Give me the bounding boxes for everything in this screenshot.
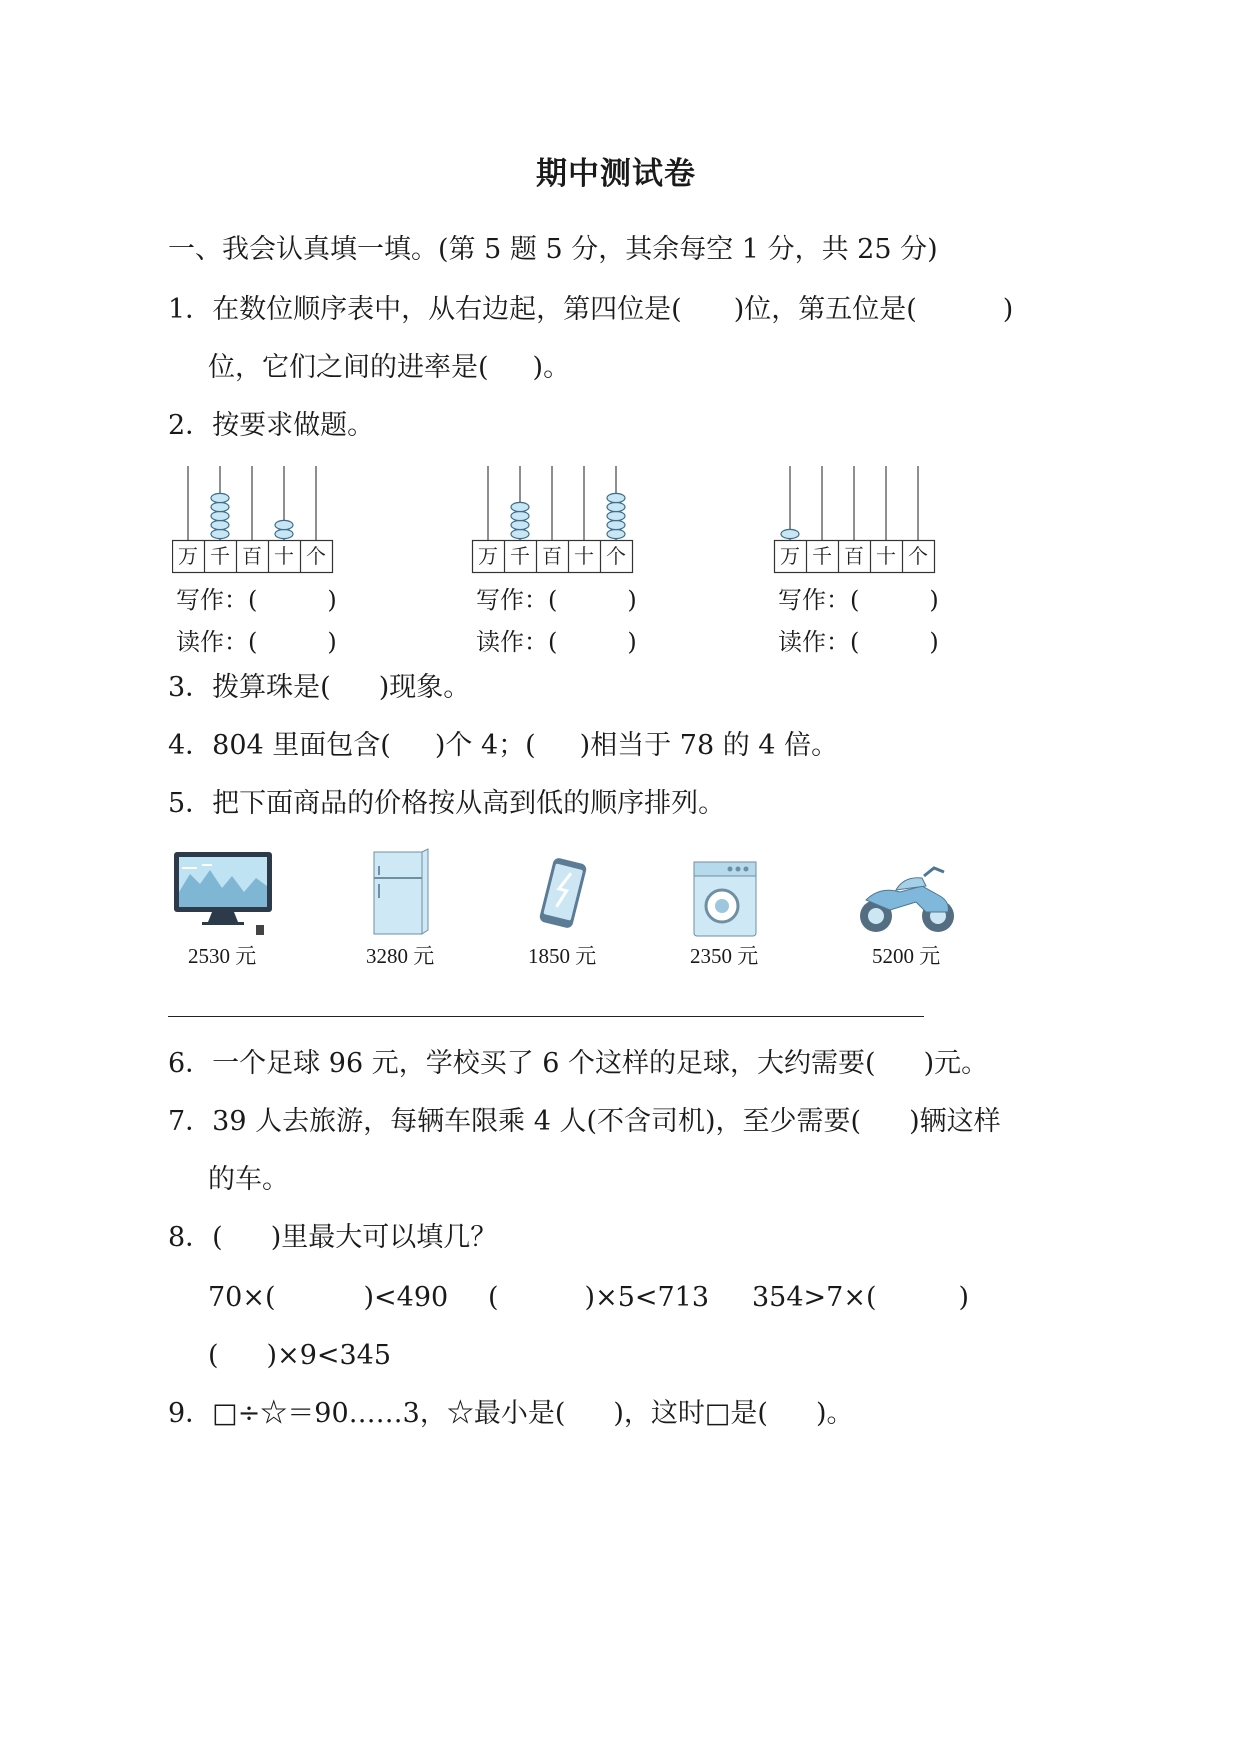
place-label: 百 bbox=[844, 544, 864, 568]
question-7-line-1: 7．39 人去旅游，每辆车限乘 4 人(不含司机)，至少需要( )辆这样 bbox=[168, 1106, 1001, 1137]
abacus-bead bbox=[211, 502, 229, 511]
question-4: 4．804 里面包含( )个 4；( )相当于 78 的 4 倍。 bbox=[168, 730, 839, 761]
answer-line[interactable] bbox=[168, 1016, 924, 1017]
place-label: 个 bbox=[908, 544, 928, 568]
place-label: 千 bbox=[812, 544, 832, 568]
read-label-3: 读作：( ) bbox=[778, 628, 939, 656]
abacus-bead bbox=[511, 502, 529, 511]
price-motorcycle: 5200 元 bbox=[872, 944, 941, 968]
place-label: 万 bbox=[178, 544, 198, 568]
abacus-bead bbox=[211, 511, 229, 520]
abacus-bead bbox=[211, 529, 229, 538]
question-8-label: 8．( )里最大可以填几？ bbox=[168, 1222, 498, 1253]
place-label: 万 bbox=[478, 544, 498, 568]
place-label: 十 bbox=[574, 544, 594, 568]
abacus-bead bbox=[607, 520, 625, 529]
place-label: 十 bbox=[876, 544, 896, 568]
read-label-1: 读作：( ) bbox=[176, 628, 337, 656]
question-1-line-2: 位，它们之间的进率是( )。 bbox=[208, 352, 571, 383]
write-label-2: 写作：( ) bbox=[476, 586, 637, 614]
expression-2: ( )×5<713 bbox=[488, 1282, 710, 1313]
abacus-bead bbox=[511, 520, 529, 529]
page-title: 期中测试卷 bbox=[536, 156, 696, 192]
place-label: 千 bbox=[510, 544, 530, 568]
abacus-bead bbox=[275, 529, 293, 538]
abacus-bead bbox=[607, 502, 625, 511]
motorcycle-icon bbox=[856, 862, 958, 942]
abacus-bead bbox=[275, 520, 293, 529]
abacus-bead bbox=[607, 493, 625, 502]
read-label-2: 读作：( ) bbox=[476, 628, 637, 656]
question-3: 3．拨算珠是( )现象。 bbox=[168, 672, 471, 703]
place-label: 十 bbox=[274, 544, 294, 568]
abacus-bead bbox=[511, 529, 529, 538]
price-phone: 1850 元 bbox=[528, 944, 597, 968]
question-5-label: 5．把下面商品的价格按从高到低的顺序排列。 bbox=[168, 788, 726, 819]
place-label: 百 bbox=[542, 544, 562, 568]
phone-icon bbox=[536, 856, 590, 934]
abacus-bead bbox=[211, 520, 229, 529]
place-label: 千 bbox=[210, 544, 230, 568]
question-2-label: 2．按要求做题。 bbox=[168, 410, 375, 441]
abacus-bead bbox=[607, 529, 625, 538]
write-label-1: 写作：( ) bbox=[176, 586, 337, 614]
washing-machine-icon bbox=[692, 860, 762, 944]
expression-4: ( )×9<345 bbox=[208, 1340, 392, 1371]
expression-3: 354>7×( ) bbox=[752, 1282, 970, 1313]
abacus-bead bbox=[211, 493, 229, 502]
place-label: 个 bbox=[606, 544, 626, 568]
place-label: 百 bbox=[242, 544, 262, 568]
section-header: 一、我会认真填一填。(第 5 题 5 分，其余每空 1 分，共 25 分) bbox=[168, 234, 938, 265]
question-1-line-1: 1．在数位顺序表中，从右边起，第四位是( )位，第五位是( ) bbox=[168, 294, 1014, 325]
expression-1: 70×( )<490 bbox=[208, 1282, 449, 1313]
question-9: 9．□÷☆＝90……3，☆最小是( )，这时□是( )。 bbox=[168, 1398, 854, 1429]
abacus-bead bbox=[511, 511, 529, 520]
place-label: 万 bbox=[780, 544, 800, 568]
abacus-bead bbox=[781, 529, 799, 538]
price-washing-machine: 2350 元 bbox=[690, 944, 759, 968]
price-tv: 2530 元 bbox=[188, 944, 257, 968]
place-label: 个 bbox=[306, 544, 326, 568]
tv-icon bbox=[172, 848, 276, 942]
write-label-3: 写作：( ) bbox=[778, 586, 939, 614]
abacus-bead bbox=[607, 511, 625, 520]
price-fridge: 3280 元 bbox=[366, 944, 435, 968]
fridge-icon bbox=[370, 848, 430, 942]
question-7-line-2: 的车。 bbox=[208, 1164, 289, 1195]
question-6: 6．一个足球 96 元，学校买了 6 个这样的足球，大约需要( )元。 bbox=[168, 1048, 989, 1079]
